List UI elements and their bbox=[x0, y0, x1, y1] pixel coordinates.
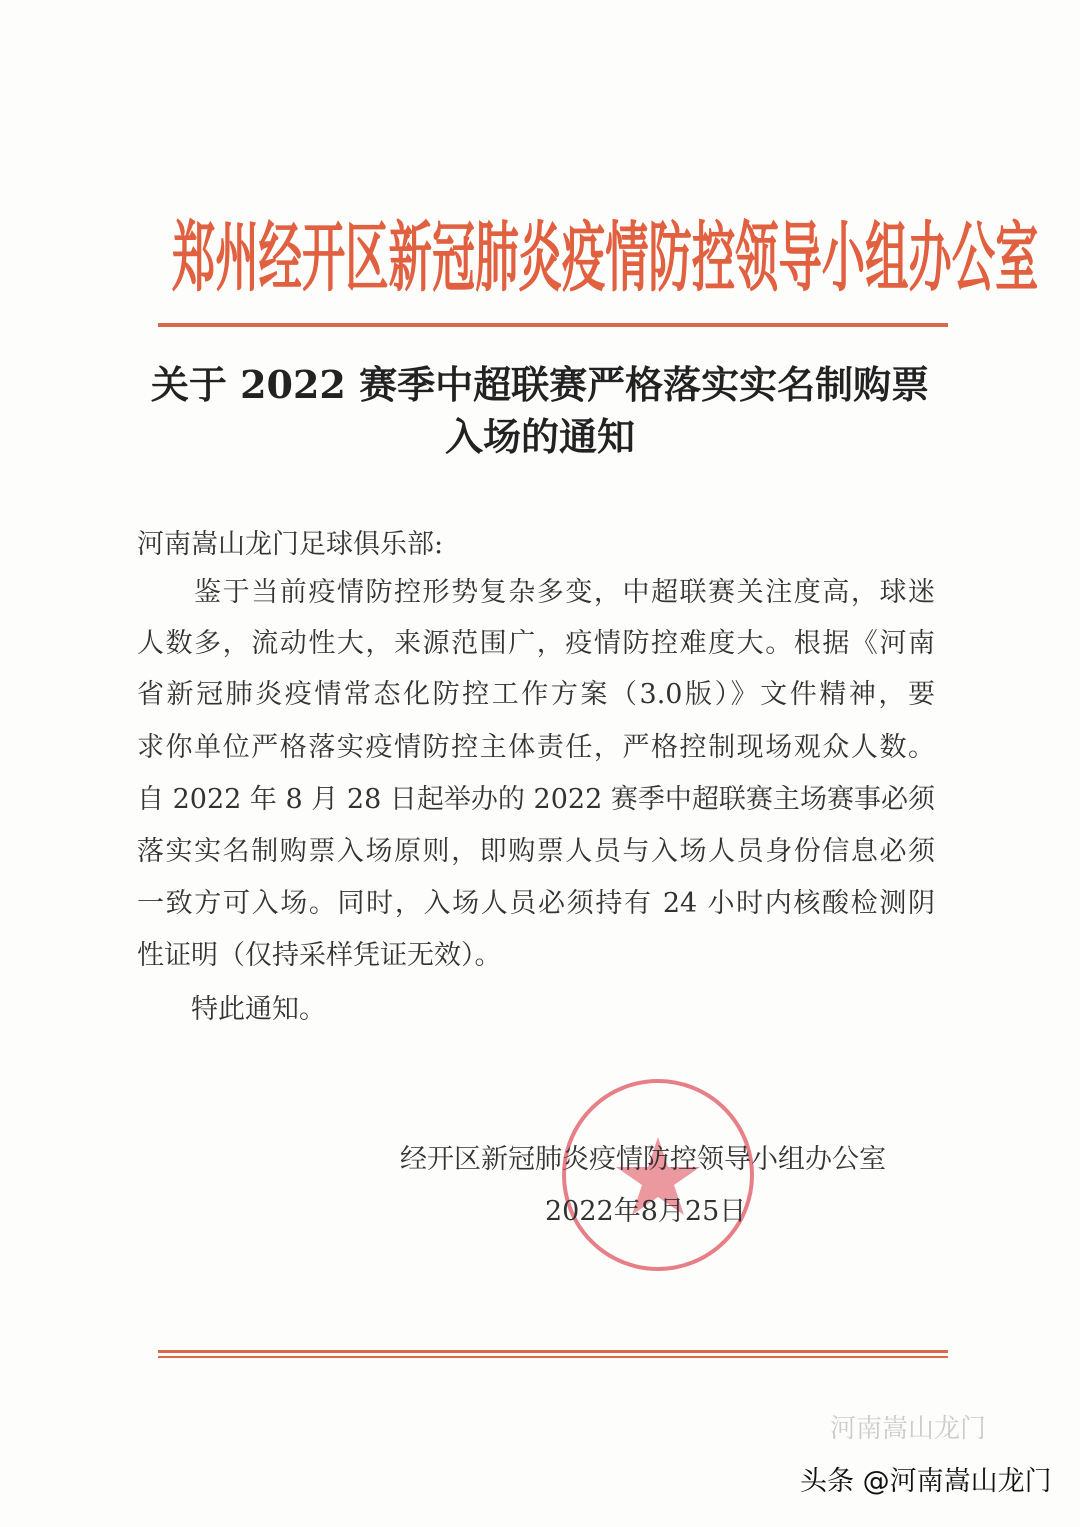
signature-org: 经开区新冠肺炎疫情防控领导小组办公室 bbox=[400, 1144, 886, 1175]
title-line-1: 关于 2022 赛季中超联赛严格落实实名制购票 bbox=[150, 362, 930, 407]
title-line-2: 入场的通知 bbox=[444, 414, 635, 459]
body-line: 人数多，流动性大，来源范围广，疫情防控难度大。根据《河南 bbox=[137, 628, 935, 659]
body-line: 省新冠肺炎疫情常态化防控工作方案（3.0版）》文件精神，要 bbox=[137, 679, 935, 710]
body-line: 性证明（仅持采样凭证无效）。 bbox=[137, 940, 502, 971]
closing: 特此通知。 bbox=[137, 994, 326, 1025]
body-line: 求你单位严格落实疫情防控主体责任，严格控制现场观众人数。 bbox=[137, 732, 935, 763]
greeting: 河南嵩山龙门足球俱乐部: bbox=[137, 529, 444, 560]
footer-divider-top bbox=[158, 1350, 948, 1353]
body-line: 一致方可入场。同时，入场人员必须持有 24 小时内核酸检测阴 bbox=[137, 888, 935, 919]
toutiao-watermark: 头条 @河南嵩山龙门 bbox=[800, 1466, 1052, 1497]
faint-watermark: 河南嵩山龙门 bbox=[830, 1414, 987, 1444]
body-line: 鉴于当前疫情防控形势复杂多变，中超联赛关注度高，球迷 bbox=[137, 577, 935, 608]
body-line: 自 2022 年 8 月 28 日起举办的 2022 赛季中超联赛主场赛事必须 bbox=[137, 784, 935, 815]
signature-date: 2022年8月25日 bbox=[545, 1196, 747, 1227]
footer-divider-bottom bbox=[158, 1356, 948, 1358]
header-divider bbox=[158, 323, 948, 327]
body-line: 落实实名制购票入场原则，即购票人员与入场人员身份信息必须 bbox=[137, 836, 935, 867]
issuer-header: 郑州经开区新冠肺炎疫情防控领导小组办公室 bbox=[172, 213, 1039, 302]
